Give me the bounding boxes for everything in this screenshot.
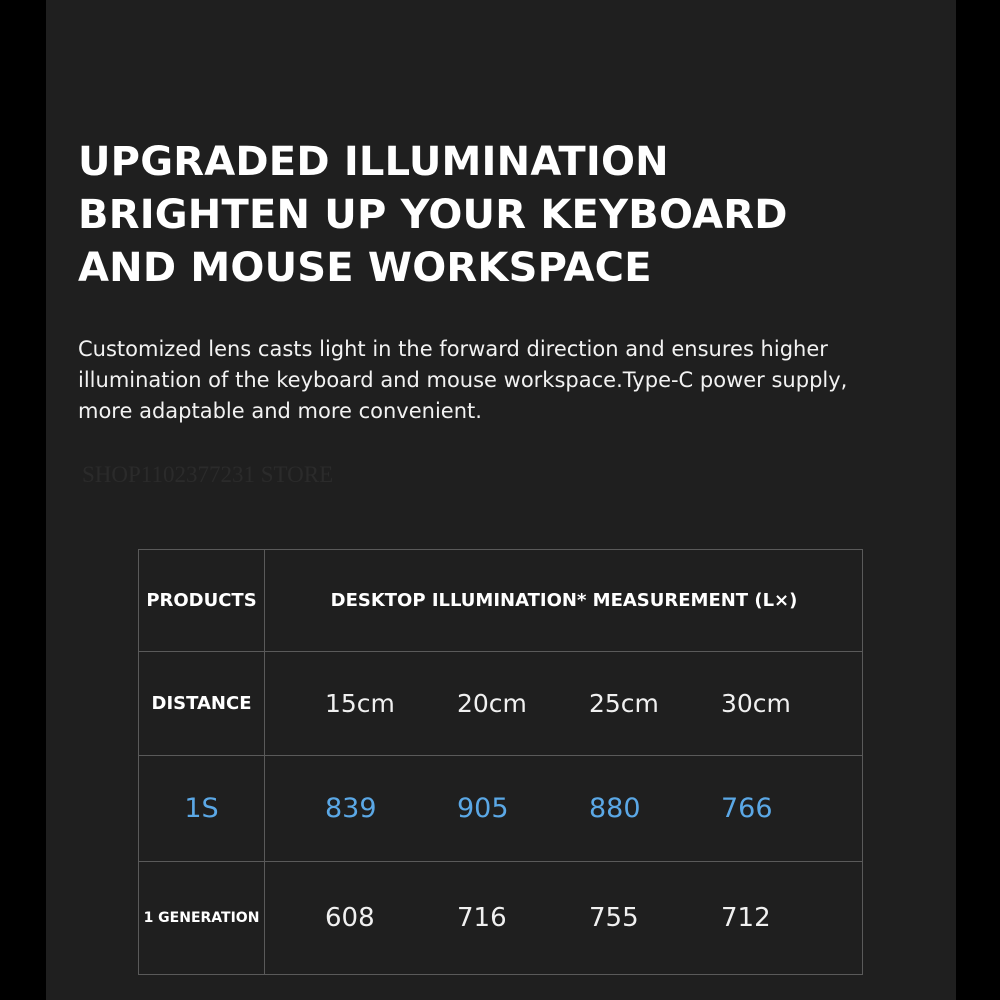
value-gen1-30cm: 712 xyxy=(721,903,771,933)
table-row xyxy=(139,756,862,862)
distance-15cm: 15cm xyxy=(325,689,395,718)
value-gen1-15cm: 608 xyxy=(325,903,375,933)
table-row xyxy=(139,862,862,974)
distance-30cm: 30cm xyxy=(721,689,791,718)
value-gen1-25cm: 755 xyxy=(589,903,639,933)
distance-20cm: 20cm xyxy=(457,689,527,718)
headline-line-2: BRIGHTEN UP YOUR KEYBOARD xyxy=(78,192,788,238)
description-line-3: more adaptable and more convenient. xyxy=(78,399,482,423)
headline-line-3: AND MOUSE WORKSPACE xyxy=(78,245,652,291)
value-1s-15cm: 839 xyxy=(325,793,377,824)
distance-label: DISTANCE xyxy=(139,652,265,755)
product-1s-label: 1S xyxy=(139,756,265,861)
description-line-1: Customized lens casts light in the forward direction and ensures higher xyxy=(78,337,828,361)
headline xyxy=(78,136,788,295)
distance-25cm: 25cm xyxy=(589,689,659,718)
value-gen1-20cm: 716 xyxy=(457,903,507,933)
headline-line-1: UPGRADED ILLUMINATION xyxy=(78,139,669,185)
description-line-2: illumination of the keyboard and mouse workspace.Type-C power supply, xyxy=(78,368,848,392)
value-1s-20cm: 905 xyxy=(457,793,509,824)
measurement-header: DESKTOP ILLUMINATION* MEASUREMENT (L×) xyxy=(330,590,798,611)
description xyxy=(78,334,938,427)
store-watermark: SHOP1102377231 STORE xyxy=(82,462,334,487)
table-header-row xyxy=(139,550,862,652)
value-1s-30cm: 766 xyxy=(721,793,773,824)
products-header: PRODUCTS xyxy=(139,550,265,651)
distance-row xyxy=(139,652,862,756)
illumination-table xyxy=(138,549,863,975)
product-1-generation-label: 1 GENERATION xyxy=(139,862,265,974)
value-1s-25cm: 880 xyxy=(589,793,641,824)
